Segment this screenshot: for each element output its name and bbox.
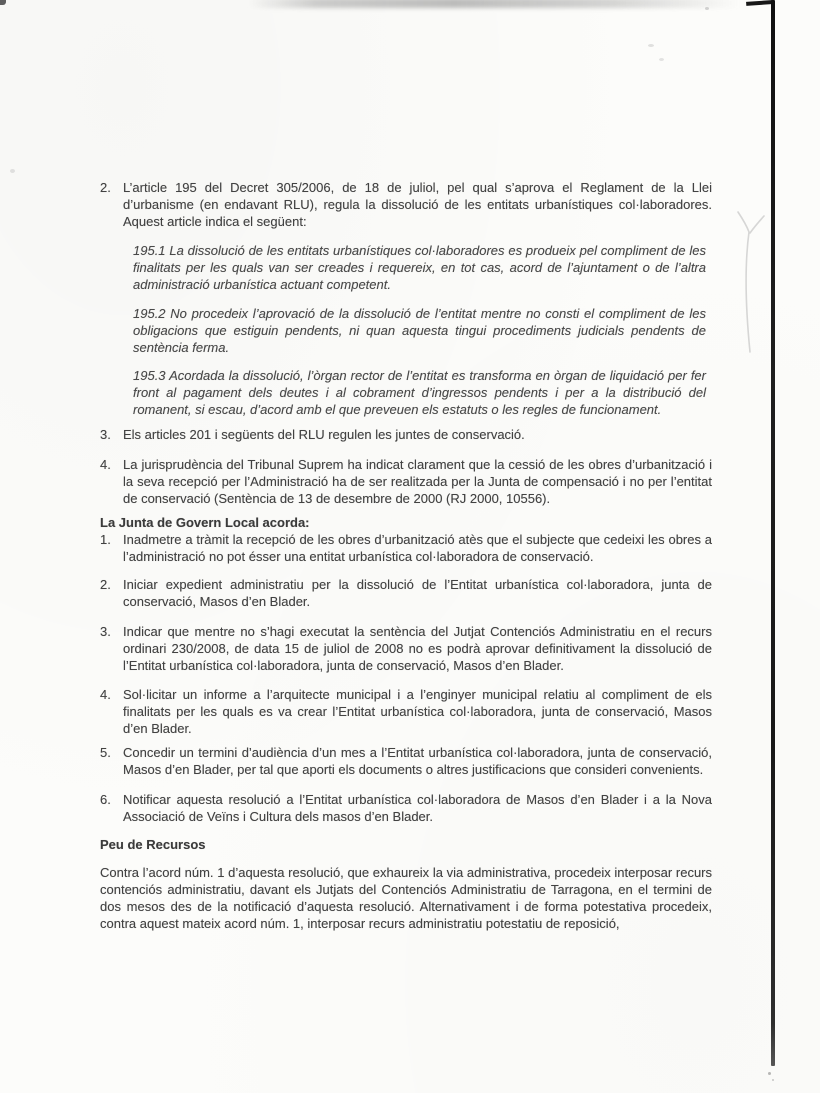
resolution-item-5 [100,744,712,778]
resolution-heading: La Junta de Govern Local acorda: [100,515,310,530]
quote-article-195-2: 195.2 No procedeix l’aprovació de la dissolució de l’entitat mentre no consti el compliment de les obligacions que estiguin pendents, ni quan aquesta tingui procediments judicials pendents de sentència ferma. [133,306,706,355]
scan-speck [768,1072,771,1075]
pencil-mark [732,202,778,362]
resolution-item-2 [100,576,712,610]
scan-edge-line-hook [746,0,773,6]
resolution-item-4 [100,686,712,737]
scan-speck [659,58,664,61]
scan-bleedthrough-smudge [248,0,740,8]
item-number: 6. [100,792,111,807]
quote-article-195-3: 195.3 Acordada la dissolució, l’òrgan rector de l’entitat es transforma en òrgan de liquidació per fer front al pagament dels deutes i al cobrament d’ingressos pendents i per a la distribució del romanent, si escau, d’acord amb el que preveuen els estatuts o les regles de funcionament. [133,368,706,417]
item-text: Sol·licitar un informe a l’arquitecte municipal i a l’enginyer municipal relatiu al compliment de els finalitats per les quals es va crear l’Entitat urbanística col·laboradora, junta de conservació, Masos d’en Blader. [123,687,712,736]
scan-edge-line [771,0,775,1066]
document-body [100,179,712,932]
item-number: 1. [100,532,111,547]
resolution-item-6 [100,791,712,825]
item-number: 2. [100,577,111,592]
item-text: Notificar aquesta resolució a l’Entitat urbanística col·laboradora de Masos d’en Blader i a la Nova Associació de Veïns i Cultura dels masos d’en Blader. [123,792,712,824]
numbered-item-3 [100,426,712,443]
item-number: 5. [100,745,111,760]
scan-speck [772,1079,774,1081]
resolution-item-1 [100,531,712,565]
numbered-item-4 [100,456,712,507]
scan-corner-speck [0,0,6,5]
item-number: 4. [100,687,111,702]
item-number: 4. [100,457,111,472]
item-text: Els articles 201 i següents del RLU regulen les juntes de conservació. [123,427,525,442]
appeals-heading: Peu de Recursos [100,837,206,852]
item-text: Indicar que mentre no s’hagi executat la sentència del Jutjat Contenciós Administratiu en el recurs ordinari 230/2008, de data 15 de juliol de 2008 no es podrà aprovar definitivament la dissolució de l’Entitat urbanística col·laboradora, junta de conservació, Masos d’en Blader. [123,624,712,673]
item-number: 3. [100,624,111,639]
item-number: 3. [100,427,111,442]
scan-speck [705,7,709,10]
appeals-paragraph: Contra l’acord núm. 1 d’aquesta resolució, que exhaureix la via administrativa, procedeix interposar recurs contenciós administratiu, davant els Jutjats del Contenciós Administratiu de Tarragona, en el termini de dos mesos des de la notificació d’aquesta resolució. Alternativament i de forma potestativa procedeix, contra aquest mateix acord núm. 1, interposar recurs administratiu potestatiu de reposició, [100,865,712,931]
item-text: L’article 195 del Decret 305/2006, de 18 de juliol, pel qual s’aprova el Reglament de la Llei d’urbanisme (en endavant RLU), regula la dissolució de les entitats urbanístiques col·laboradores. Aquest article indica el següent: [123,180,712,229]
item-text: Iniciar expedient administratiu per la dissolució de l’Entitat urbanística col·laboradora, junta de conservació, Masos d’en Blader. [123,577,712,609]
numbered-item-2 [100,179,712,230]
item-text: La jurisprudència del Tribunal Suprem ha indicat clarament que la cessió de les obres d’urbanització i la seva recepció per l’Administració ha de ser realitzada per la Junta de compensació i no per l’entitat de conservació (Sentència de 13 de desembre de 2000 (RJ 2000, 10556). [123,457,712,506]
item-text: Inadmetre a tràmit la recepció de les obres d’urbanització atès que el subjecte que cedeixi les obres a l’administració no pot ésser una entitat urbanística col·laboradora de conservació. [123,532,712,564]
scan-speck [648,44,654,47]
resolution-item-3 [100,623,712,674]
quote-article-195-1: 195.1 La dissolució de les entitats urbanístiques col·laboradores es produeix pel compliment de les finalitats per les quals van ser creades i requereix, en tot cas, acord de l’ajuntament o de l’altra administració urbanística actuant competent. [133,243,706,292]
scan-speck [10,169,15,173]
item-number: 2. [100,180,111,195]
item-text: Concedir un termini d’audiència d’un mes a l’Entitat urbanística col·laboradora, junta de conservació, Masos d’en Blader, per tal que aporti els documents o altres justificacions que consideri convenients. [123,745,712,777]
